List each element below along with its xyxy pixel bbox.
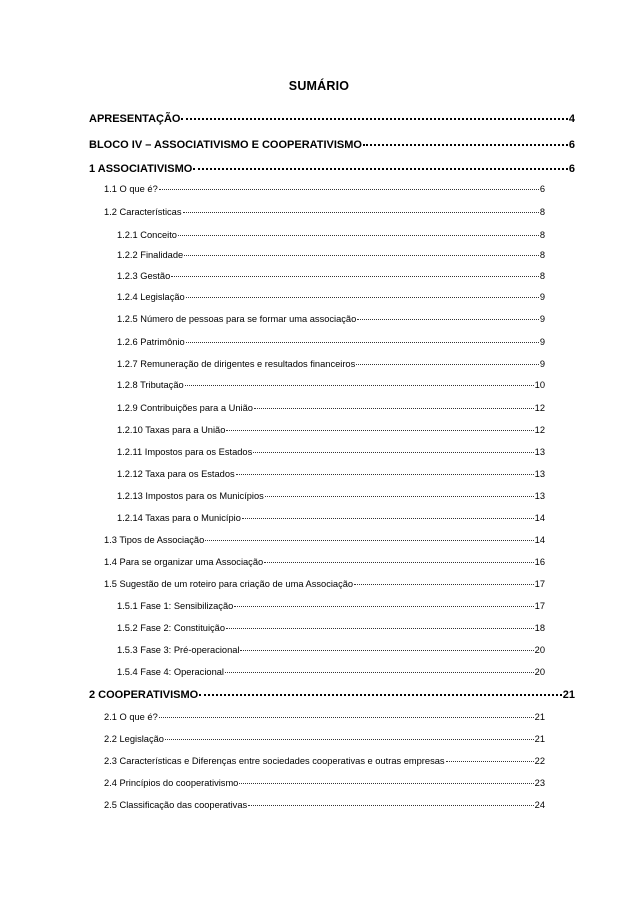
toc-entry-page: 8 [539, 230, 545, 240]
toc-entry-1-2-1[interactable] [117, 230, 545, 240]
toc-entry-page: 9 [539, 359, 545, 369]
dot-leader [226, 430, 533, 431]
toc-entry-page: 21 [534, 734, 545, 744]
toc-entry-label: 2.3 Características e Diferenças entre sociedades cooperativas e outras empresas [104, 756, 445, 766]
toc-entry-label: 1.2.1 Conceito [117, 230, 177, 240]
toc-entry-page: 6 [568, 139, 575, 151]
toc-entry-label: 1.2.6 Patrimônio [117, 337, 185, 347]
toc-entry-1-2-14[interactable] [117, 513, 545, 523]
dot-leader [199, 694, 562, 696]
toc-entry-1-2[interactable] [104, 207, 545, 217]
toc-entry-label: 1.2.3 Gestão [117, 271, 171, 281]
toc-entry-1-2-5[interactable] [117, 314, 545, 324]
toc-entry-1-2-4[interactable] [117, 292, 545, 302]
toc-entry-label: 1.3 Tipos de Associação [104, 535, 205, 545]
toc-entry-2-1[interactable] [104, 712, 545, 722]
toc-entry-1-2-7[interactable] [117, 359, 545, 369]
toc-entry-page: 8 [539, 250, 545, 260]
toc-entry-label: 1.2.8 Tributação [117, 380, 184, 390]
toc-entry-label: 1.5.2 Fase 2: Constituição [117, 623, 226, 633]
toc-entry-1-5-2[interactable] [117, 623, 545, 633]
toc-entry-1-3[interactable] [104, 535, 545, 545]
toc-entry-1-2-8[interactable] [117, 380, 545, 390]
toc-entry-page: 14 [534, 513, 545, 523]
toc-entry-label: BLOCO IV – ASSOCIATIVISMO E COOPERATIVISMO [89, 139, 362, 151]
dot-leader [185, 385, 534, 386]
toc-entry-1-2-6[interactable] [117, 337, 545, 347]
dot-leader [253, 452, 533, 453]
toc-entry-page: 10 [534, 380, 545, 390]
toc-entry-apresentacao[interactable] [89, 113, 575, 125]
toc-entry-label: 1.2.14 Taxas para o Município [117, 513, 241, 523]
dot-leader [171, 276, 539, 277]
dot-leader [236, 474, 534, 475]
toc-entry-bloco-iv[interactable] [89, 139, 575, 151]
dot-leader [225, 672, 534, 673]
dot-leader [446, 761, 534, 762]
toc-entry-page: 12 [534, 425, 545, 435]
toc-entry-label: 2.2 Legislação [104, 734, 164, 744]
dot-leader [186, 342, 539, 343]
dot-leader [159, 189, 539, 190]
toc-entry-page: 9 [539, 314, 545, 324]
toc-entry-label: 1.4 Para se organizar uma Associação [104, 557, 264, 567]
toc-entry-2-4[interactable] [104, 778, 545, 788]
toc-entry-1-2-13[interactable] [117, 491, 545, 501]
toc-entry-1-4[interactable] [104, 557, 545, 567]
toc-entry-2-2[interactable] [104, 734, 545, 744]
dot-leader [178, 235, 539, 236]
toc-entry-1-1[interactable] [104, 184, 545, 194]
toc-entry-page: 20 [534, 645, 545, 655]
toc-entry-label: 2.5 Classificação das cooperativas [104, 800, 248, 810]
toc-entry-page: 21 [562, 689, 575, 701]
toc-entry-label: 1.2.11 Impostos para os Estados [117, 447, 253, 457]
toc-entry-1-5[interactable] [104, 579, 545, 589]
toc-entry-1-2-10[interactable] [117, 425, 545, 435]
toc-entry-1-2-9[interactable] [117, 403, 545, 413]
toc-entry-label: 1.2.5 Número de pessoas para se formar uma associação [117, 314, 357, 324]
dot-leader [205, 540, 533, 541]
toc-entry-1-5-1[interactable] [117, 601, 545, 611]
dot-leader [242, 518, 534, 519]
toc-entry-page: 23 [534, 778, 545, 788]
toc-entry-page: 6 [539, 184, 545, 194]
dot-leader [239, 783, 533, 784]
toc-entry-page: 9 [539, 337, 545, 347]
dot-leader [248, 805, 534, 806]
toc-entry-page: 9 [539, 292, 545, 302]
dot-leader [193, 168, 568, 170]
toc-entry-label: 1.2 Características [104, 207, 182, 217]
toc-entry-page: 13 [534, 469, 545, 479]
dot-leader [356, 364, 539, 365]
toc-entry-page: 24 [534, 800, 545, 810]
toc-entry-label: 1.2.7 Remuneração de dirigentes e resultados financeiros [117, 359, 356, 369]
dot-leader [226, 628, 534, 629]
dot-leader [184, 255, 539, 256]
toc-entry-1-5-3[interactable] [117, 645, 545, 655]
dot-leader [183, 212, 539, 213]
toc-entry-page: 8 [539, 207, 545, 217]
toc-entry-page: 12 [534, 403, 545, 413]
dot-leader [186, 297, 539, 298]
toc-entry-page: 17 [534, 601, 545, 611]
dot-leader [181, 118, 567, 120]
toc-entry-page: 4 [568, 113, 575, 125]
toc-entry-label: 1.5.1 Fase 1: Sensibilização [117, 601, 234, 611]
toc-entry-label: 1.5.4 Fase 4: Operacional [117, 667, 224, 677]
dot-leader [254, 408, 534, 409]
dot-leader [354, 584, 534, 585]
toc-entry-1-2-11[interactable] [117, 447, 545, 457]
toc-entry-label: 1.2.9 Contribuições para a União [117, 403, 253, 413]
toc-entry-label: 1.2.2 Finalidade [117, 250, 184, 260]
toc-entry-2-3[interactable] [104, 756, 545, 766]
toc-entry-page: 14 [534, 535, 545, 545]
toc-entry-label: 2.1 O que é? [104, 712, 158, 722]
toc-title: SUMÁRIO [288, 79, 350, 93]
toc-entry-label: 2 COOPERATIVISMO [89, 689, 199, 701]
dot-leader [265, 496, 534, 497]
dot-leader [240, 650, 533, 651]
toc-entry-label: 1.5.3 Fase 3: Pré-operacional [117, 645, 240, 655]
dot-leader [357, 319, 539, 320]
dot-leader [264, 562, 533, 563]
toc-entry-label: 1.2.12 Taxa para os Estados [117, 469, 235, 479]
toc-entry-cooperativismo[interactable] [89, 689, 575, 701]
toc-entry-1-2-2[interactable] [117, 250, 545, 260]
toc-entry-label: 1.5 Sugestão de um roteiro para criação de uma Associação [104, 579, 354, 589]
toc-entry-label: 1.2.4 Legislação [117, 292, 185, 302]
toc-entry-page: 16 [534, 557, 545, 567]
toc-entry-associativismo[interactable] [89, 163, 575, 175]
dot-leader [363, 144, 568, 146]
toc-entry-1-2-12[interactable] [117, 469, 545, 479]
toc-entry-label: 2.4 Princípios do cooperativismo [104, 778, 239, 788]
toc-entry-2-5[interactable] [104, 800, 545, 810]
toc-entry-label: 1 ASSOCIATIVISMO [89, 163, 193, 175]
toc-entry-page: 18 [534, 623, 545, 633]
toc-entry-page: 20 [534, 667, 545, 677]
toc-entry-page: 13 [534, 447, 545, 457]
toc-entry-label: 1.2.10 Taxas para a União [117, 425, 226, 435]
toc-entry-page: 21 [534, 712, 545, 722]
toc-entry-1-5-4[interactable] [117, 667, 545, 677]
toc-entry-label: APRESENTAÇÃO [89, 113, 181, 125]
toc-entry-page: 8 [539, 271, 545, 281]
toc-entry-label: 1.2.13 Impostos para os Municípios [117, 491, 264, 501]
toc-entry-1-2-3[interactable] [117, 271, 545, 281]
toc-entry-page: 22 [534, 756, 545, 766]
toc-entry-page: 6 [568, 163, 575, 175]
dot-leader [165, 739, 534, 740]
toc-entry-label: 1.1 O que é? [104, 184, 158, 194]
toc-entry-page: 13 [534, 491, 545, 501]
dot-leader [234, 606, 533, 607]
toc-entry-page: 17 [534, 579, 545, 589]
dot-leader [159, 717, 534, 718]
